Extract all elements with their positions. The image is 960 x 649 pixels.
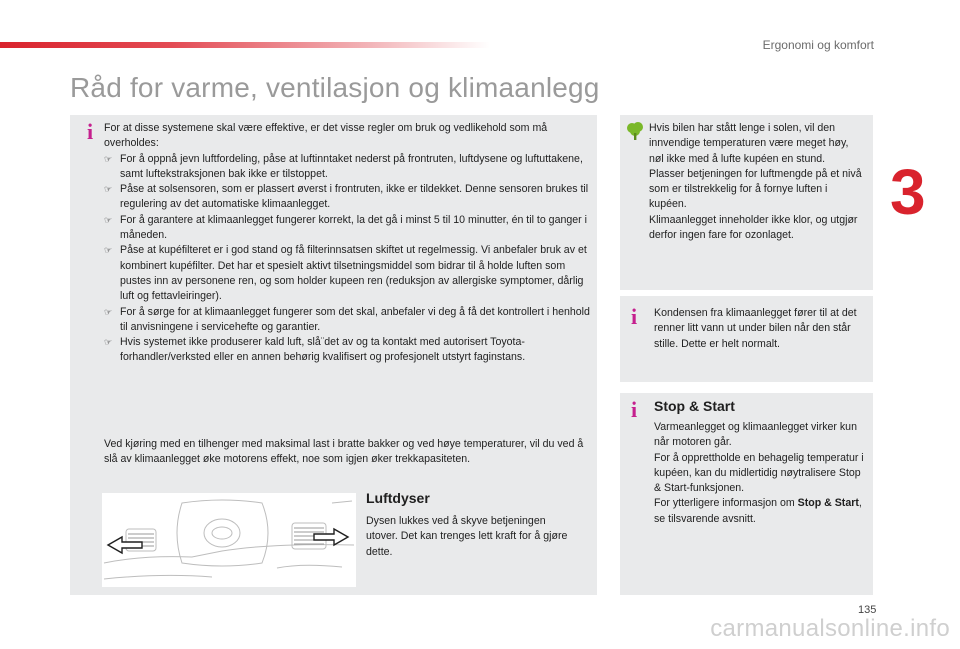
rules-bullet: ☞ Påse at kupéfilteret er i god stand og få filterinnsatsen skiftet ut regelmessig. Vi anbefaler bruk av et kombinert kupéfilter. Det har et spesielt aktivt tilsetningsmiddel som bidrar til å holde luften som pustes inn av personene ren, og som holder kupeen ren (reduksjon av allergiske symptomer, dårlig luft og fettavleiringer). bbox=[104, 243, 592, 304]
dashboard-vent-drawing bbox=[102, 493, 356, 587]
stop-start-ref-prefix: For ytterligere informasjon om bbox=[654, 497, 798, 510]
main-info-panel bbox=[70, 115, 597, 595]
air-vent-illustration bbox=[102, 493, 356, 587]
vents-heading: Luftdyser bbox=[366, 490, 430, 506]
environment-paragraph: Hvis bilen har stått lenge i solen, vil den innvendige temperaturen være meget høy, nøl ikke med å lufte kupéen en stund. bbox=[649, 122, 849, 165]
page-title: Råd for varme, ventilasjon og klimaanlegg bbox=[70, 72, 600, 103]
info-icon: i bbox=[86, 119, 94, 144]
rules-list bbox=[104, 152, 592, 366]
rules-bullet: ☞ Påse at solsensoren, som er plassert øverst i frontruten, ikke er tildekket. Denne sensoren brukes til regulering av det automatiske klimaanlegget. bbox=[104, 182, 592, 213]
stop-start-ref-bold: Stop & Start bbox=[797, 497, 859, 510]
rules-bullet: ☞ For å garantere at klimaanlegget fungerer korrekt, la det gå i minst 5 til 10 minutter, én til to ganger i måneden. bbox=[104, 213, 592, 244]
tree-icon bbox=[626, 121, 644, 141]
maintenance-rules bbox=[104, 121, 592, 366]
stop-start-paragraph bbox=[654, 496, 868, 527]
condensation-text: Kondensen fra klimaanlegget fører til at det renner litt vann ut under bilen når den står stille. Dette er helt normalt. bbox=[654, 307, 857, 350]
environment-paragraph: Plasser betjeningen for luftmengde på et nivå som er tilstrekkelig for å fornye luften i kupéen. bbox=[649, 167, 862, 211]
rules-bullet: ☞ For å oppnå jevn luftfordeling, påse at luftinntaket nederst på frontruten, luftdysene og luftuttakene, samt luftekstraksjonen bak ikke er tilstoppet. bbox=[104, 152, 592, 183]
stop-start-paragraph: Varmeanlegget og klimaanlegget virker kun når motoren går. bbox=[654, 421, 857, 449]
rules-bullet: ☞ Hvis systemet ikke produserer kald luft, slå¨det av og ta kontakt med autorisert Toyota-forhandler/verksted eller en annen behørig kvalifisert og profesjonelt utstyrt faginstans. bbox=[104, 335, 592, 366]
environment-panel bbox=[620, 115, 873, 290]
condensation-panel bbox=[620, 296, 873, 382]
environment-paragraph: Klimaanlegget inneholder ikke klor, og utgjør derfor ingen fare for ozonlaget. bbox=[649, 213, 858, 242]
stop-start-panel bbox=[620, 393, 873, 595]
stop-start-heading: Stop & Start bbox=[654, 398, 735, 414]
info-icon: i bbox=[630, 304, 638, 329]
chapter-title: Ergonomi og komfort bbox=[762, 38, 874, 52]
rules-bullet: ☞ For å sørge for at klimaanlegget fungerer som det skal, anbefaler vi deg å få det kontrollert i henhold til anvisningene i servicehefte og garantier. bbox=[104, 305, 592, 336]
towing-advice: Ved kjøring med en tilhenger med maksimal last i bratte bakker og ved høye temperaturer, vil du ved å slå av klimaanlegget øke motorens effekt, noe som igjen øker trekkapasiteten. bbox=[104, 438, 584, 466]
page-number: 135 bbox=[858, 604, 877, 616]
stop-start-ref-suffix: , se tilsvarende avsnitt. bbox=[654, 497, 862, 525]
stop-start-paragraph: For å opprettholde en behagelig temperatur i kupéen, kan du midlertidig nøytralisere Stop & Start-funksjonen. bbox=[654, 451, 864, 495]
rules-intro: For at disse systemene skal være effektive, er det visse regler om bruk og vedlikehold som må overholdes: bbox=[104, 122, 548, 150]
info-icon: i bbox=[630, 397, 638, 422]
chapter-number: 3 bbox=[890, 156, 926, 228]
vents-description: Dysen lukkes ved å skyve betjeningen utover. Det kan trenges lett kraft for å gjøre dette. bbox=[366, 515, 568, 558]
header-accent-bar bbox=[0, 42, 490, 48]
stop-start-text bbox=[654, 420, 868, 527]
watermark: carmanualsonline.info bbox=[710, 615, 950, 642]
environment-text bbox=[649, 121, 865, 243]
